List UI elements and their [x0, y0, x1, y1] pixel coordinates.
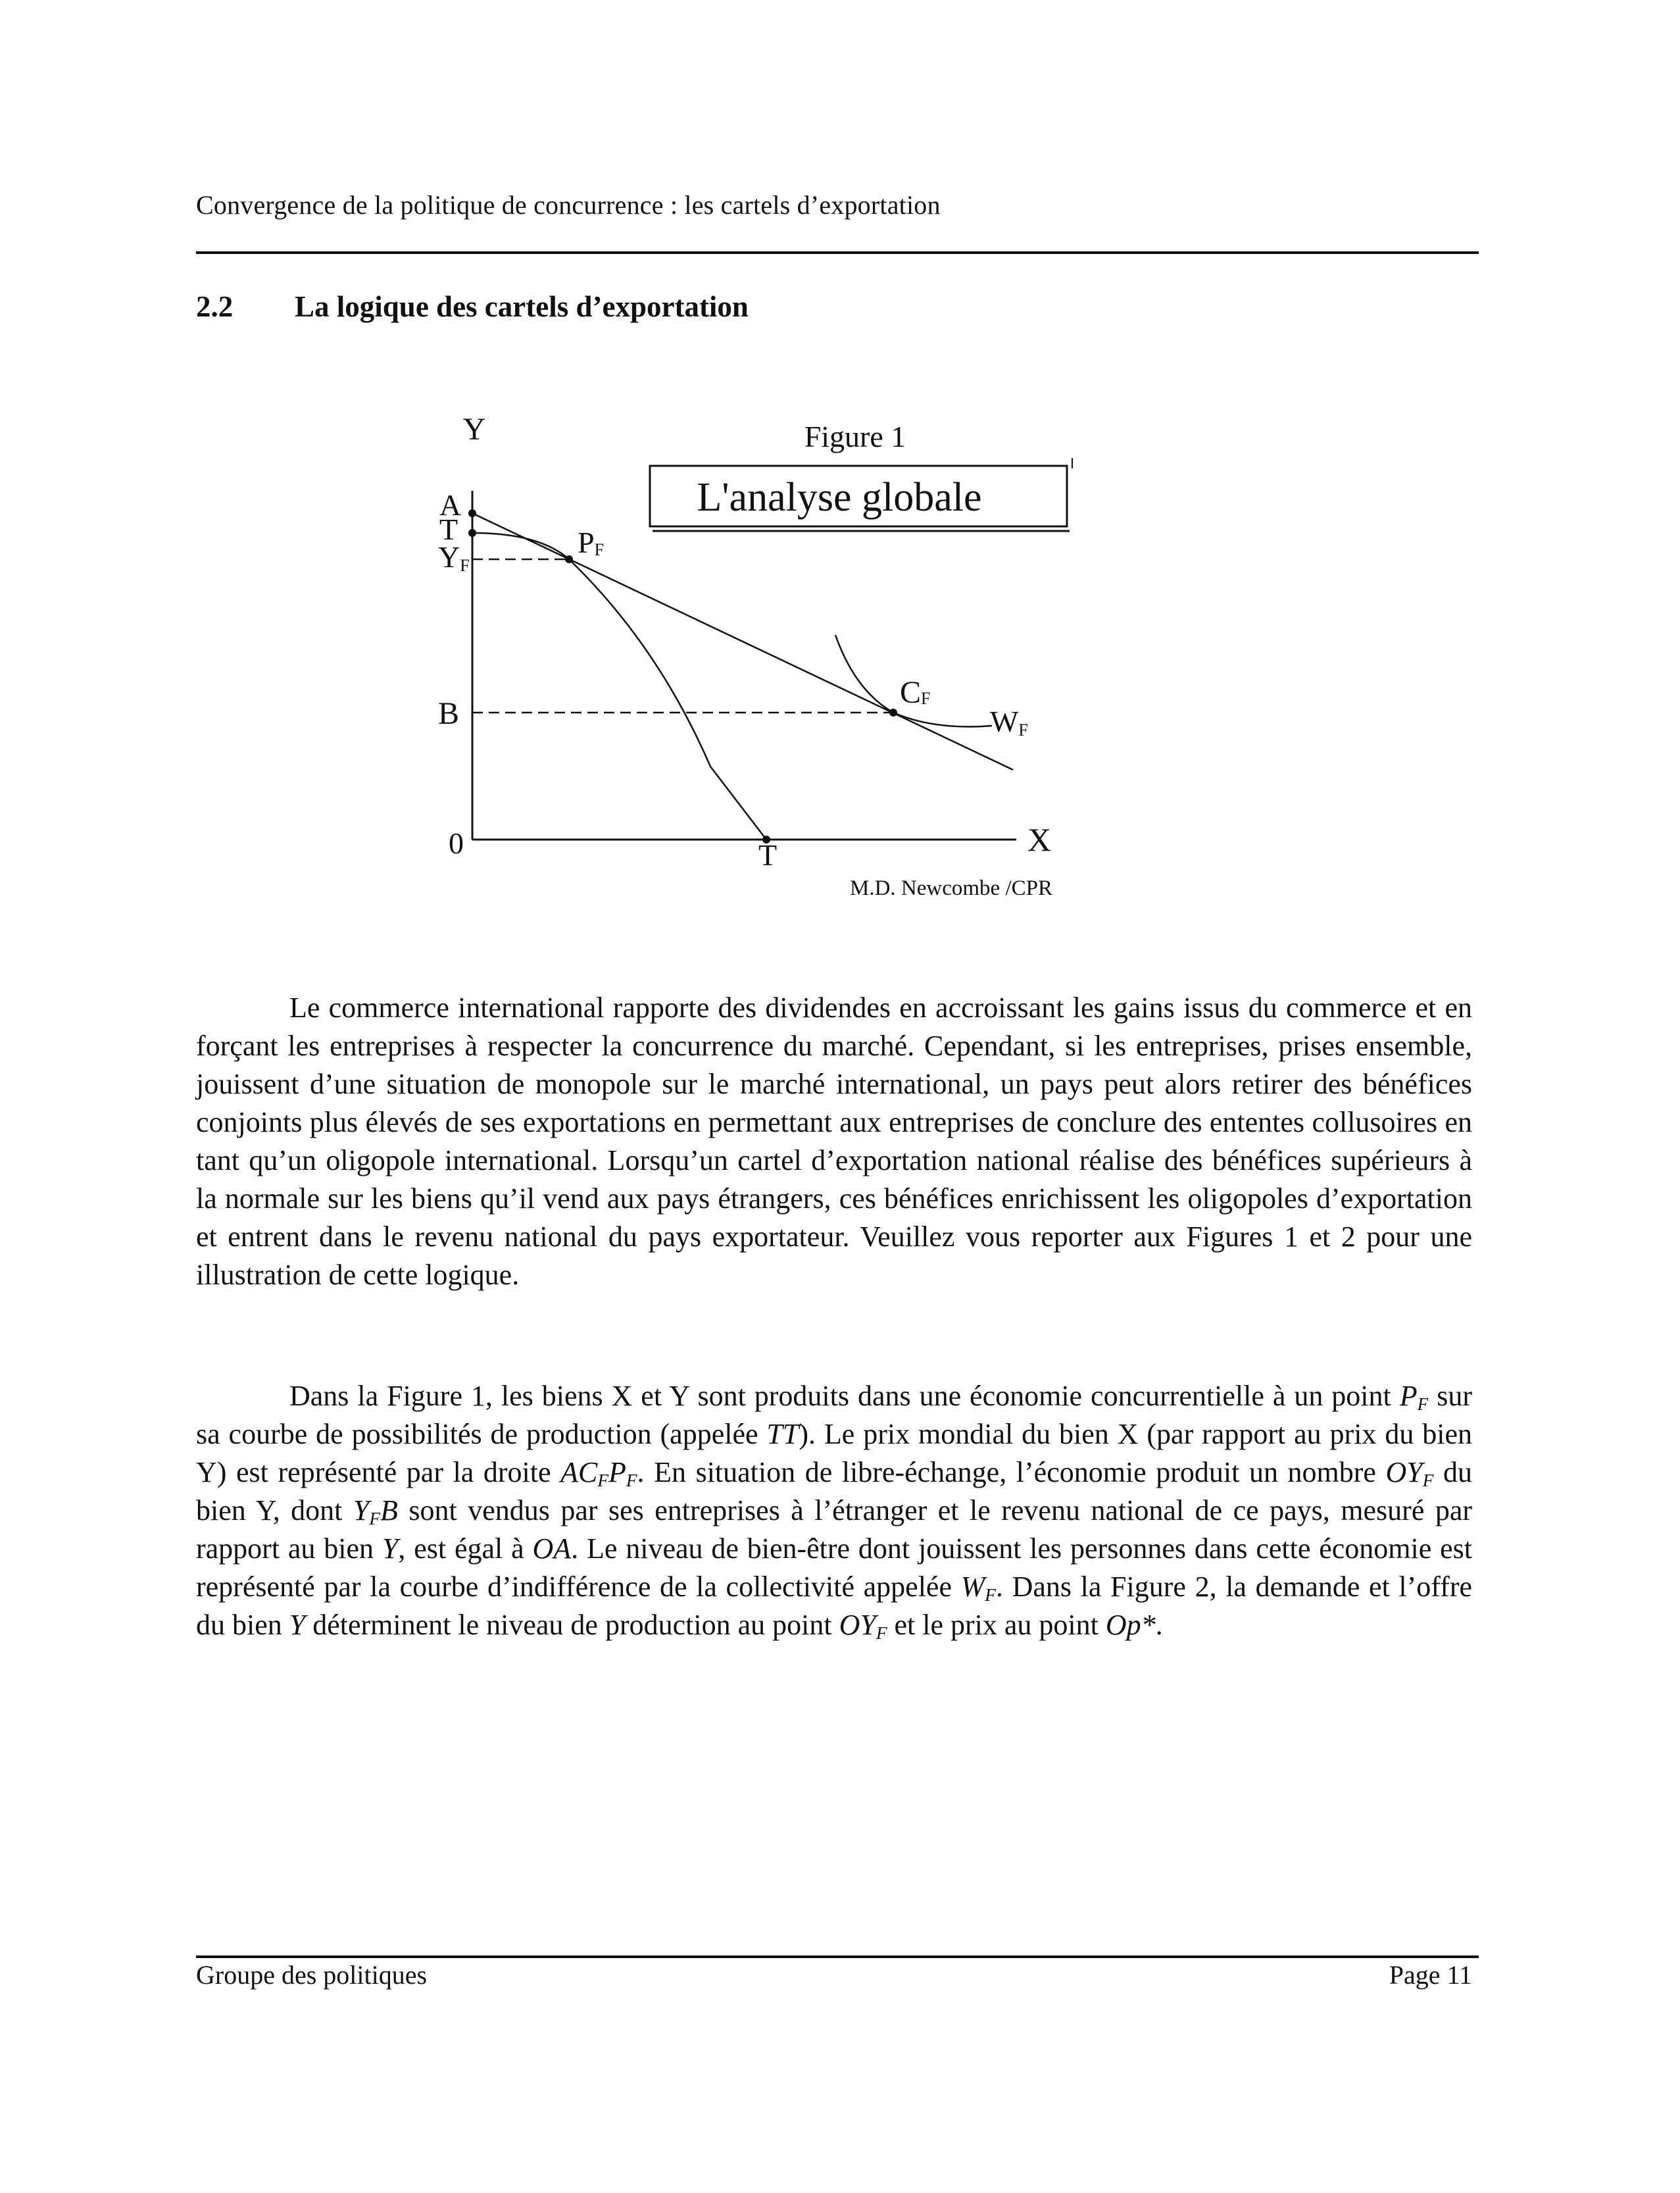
section-title: La logique des cartels d’exportation — [295, 290, 749, 323]
label-yf: YF — [438, 540, 470, 575]
label-wf: WF — [990, 705, 1028, 740]
point-cf — [889, 709, 897, 717]
footer-rule — [196, 1955, 1479, 1958]
paragraph-1: Le commerce international rapporte des dividendes en accroissant les gains issus du commerce et en forçant les entreprises à respecter la concurrence du marché. Cependant, si les entreprises, prises ensemble, jouissent d’une situation de monopole sur le marché international, un pays peut alors retirer des bénéfices conjoints plus élevés de ses exportations en permettant aux entreprises de conclure des ententes collusoires en tant qu’un oligopole international. Lorsqu’un cartel d’exportation national réalise des bénéfices supérieurs à la normale sur les biens qu’il vend aux pays étrangers, ces bénéfices enrichissent les oligopoles d’exportation et entrent dans le revenu national du pays exportateur. Veuillez vous reporter aux Figures 1 et 2 pour une illustration de cette logique. — [196, 992, 1472, 1291]
paragraph-2: Dans la Figure 1, les biens X et Y sont produits dans une économie concurrentielle à un point $P_F$ sur sa courbe de possibilités de production (appelée TT). Le prix mondial du bien X (par rapport au prix du bien Y) est représenté par la droite $AC_FP_F$. En situation de libre-échange, l’économie produit un nombre $OY_F$ du bien Y, dont $Y_FB$ sont vendus par ses entreprises à l’étranger et le revenu national de ce pays, mesuré par rapport au bien Y, est égal à OA. Le niveau de bien-être dont jouissent les personnes dans cette économie est représenté par la courbe d’indifférence de la collectivité appelée $W_F$. Dans la Figure 2, la demande et l’offre du bien Y déterminent le niveau de production au point $OY_F$ et le prix au point Op*. — [196, 1380, 1473, 1643]
origin-label: 0 — [449, 826, 464, 860]
point-t-top — [468, 529, 476, 537]
section-number: 2.2 — [196, 290, 234, 323]
point-a — [468, 509, 476, 517]
point-pf — [565, 555, 573, 563]
y-axis-label: Y — [462, 412, 486, 447]
label-a: A — [439, 488, 462, 522]
figure-caption: Figure 1 — [804, 420, 906, 453]
ppf-curve-tt — [472, 533, 766, 840]
figure-credit: M.D. Newcombe /CPR — [850, 876, 1052, 900]
page-number: Page 11 — [1389, 1960, 1472, 1990]
label-cf: CF — [900, 675, 931, 710]
label-t-top: T — [439, 513, 458, 546]
figure-1 — [395, 395, 1118, 921]
running-header: Convergence de la politique de concurrence : les cartels d’exportation — [196, 190, 941, 220]
label-pf: PF — [578, 526, 605, 559]
section-heading — [196, 290, 749, 324]
header-rule — [196, 251, 1479, 254]
x-axis-label: X — [1027, 821, 1052, 858]
label-b: B — [438, 696, 460, 731]
world-price-line — [472, 513, 1013, 770]
figure-title: L'analyse globale — [697, 475, 982, 520]
label-t-bottom: T — [758, 838, 778, 872]
footer-left: Groupe des politiques — [196, 1960, 428, 1990]
